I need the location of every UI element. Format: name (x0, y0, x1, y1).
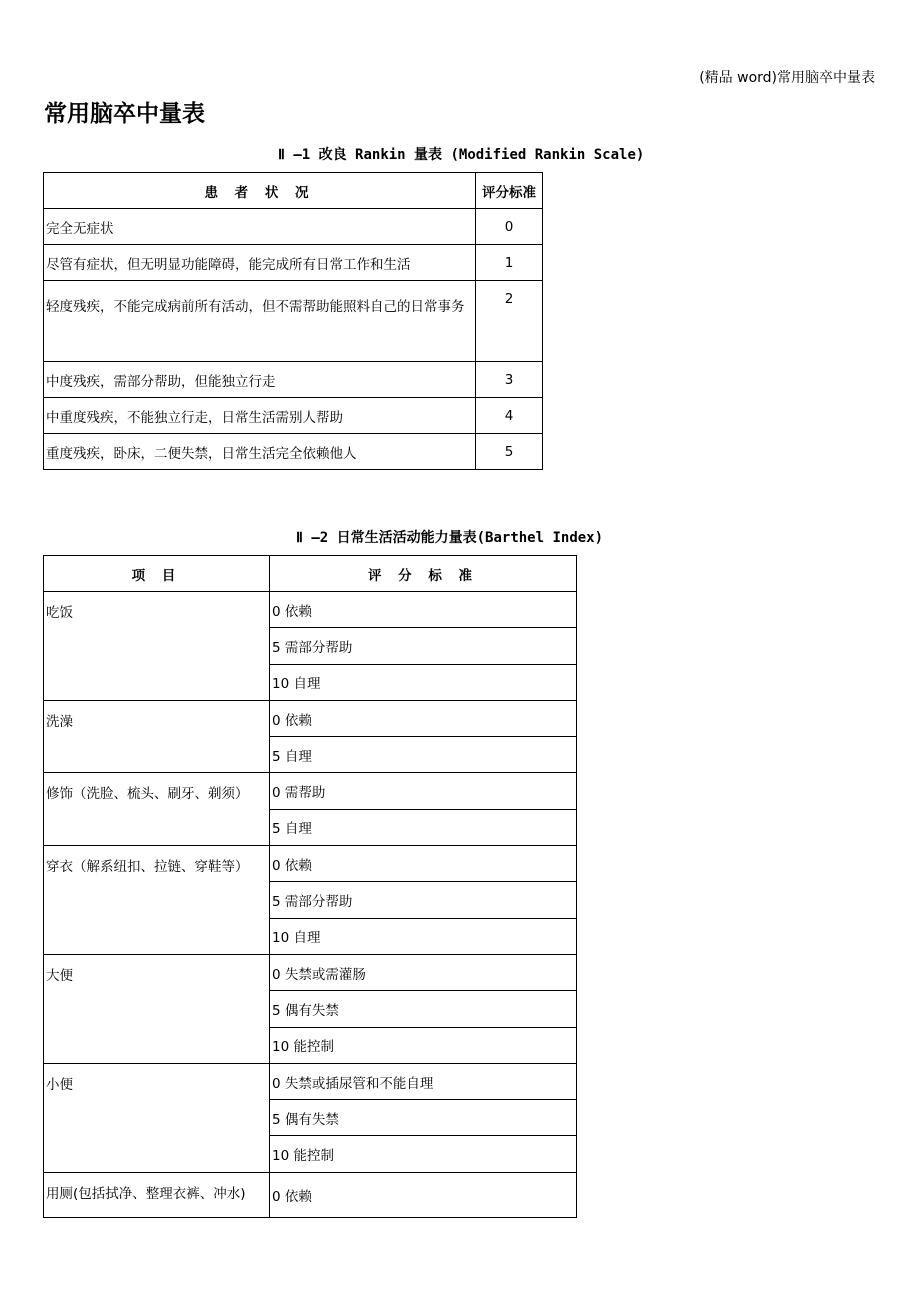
item-cell: 小便 (44, 1063, 270, 1172)
condition-cell: 重度残疾，卧床，二便失禁，日常生活完全依赖他人 (44, 434, 476, 470)
criteria-cell: 0 依赖 (270, 700, 577, 736)
condition-cell: 中重度残疾，不能独立行走，日常生活需别人帮助 (44, 398, 476, 434)
criteria-cell: 5 自理 (270, 809, 577, 845)
score-cell: 3 (476, 362, 543, 398)
table-row (44, 773, 577, 809)
item-cell: 大便 (44, 954, 270, 1063)
table-row (44, 434, 543, 470)
table-row (44, 281, 543, 362)
table-row (44, 954, 577, 990)
table-row (44, 1063, 577, 1099)
condition-cell: 完全无症状 (44, 209, 476, 245)
header-criteria: 评 分 标 准 (270, 556, 577, 592)
table-header-row (44, 173, 543, 209)
criteria-cell: 10 自理 (270, 664, 577, 700)
criteria-cell: 0 需帮助 (270, 773, 577, 809)
table-header-row (44, 556, 577, 592)
item-cell: 吃饭 (44, 592, 270, 701)
table-row (44, 1172, 577, 1217)
criteria-cell: 10 自理 (270, 918, 577, 954)
criteria-cell: 10 能控制 (270, 1136, 577, 1172)
criteria-cell: 0 失禁或插尿管和不能自理 (270, 1063, 577, 1099)
table-row (44, 245, 543, 281)
criteria-cell: 5 偶有失禁 (270, 991, 577, 1027)
barthel-table (43, 555, 577, 1218)
condition-cell: 中度残疾，需部分帮助，但能独立行走 (44, 362, 476, 398)
score-cell: 0 (476, 209, 543, 245)
criteria-cell: 5 偶有失禁 (270, 1100, 577, 1136)
item-cell: 修饰（洗脸、梳头、刷牙、剃须） (44, 773, 270, 846)
header-item: 项 目 (44, 556, 270, 592)
criteria-cell: 0 依赖 (270, 1172, 577, 1217)
score-cell: 5 (476, 434, 543, 470)
table-row (44, 846, 577, 882)
condition-cell: 尽管有症状，但无明显功能障碍，能完成所有日常工作和生活 (44, 245, 476, 281)
header-score: 评分标准 (476, 173, 543, 209)
score-cell: 1 (476, 245, 543, 281)
page-title: 常用脑卒中量表 (44, 101, 205, 127)
table2-caption: Ⅱ —2 日常生活活动能力量表(Barthel Index) (296, 530, 604, 546)
score-cell: 4 (476, 398, 543, 434)
running-header: (精品 word)常用脑卒中量表 (699, 70, 875, 86)
criteria-cell: 5 需部分帮助 (270, 628, 577, 664)
table-row (44, 592, 577, 628)
criteria-cell: 10 能控制 (270, 1027, 577, 1063)
criteria-cell: 0 依赖 (270, 846, 577, 882)
condition-cell: 轻度残疾，不能完成病前所有活动，但不需帮助能照料自己的日常事务 (44, 281, 476, 362)
criteria-cell: 5 自理 (270, 737, 577, 773)
rankin-table (43, 172, 543, 470)
item-cell: 洗澡 (44, 700, 270, 773)
table-row (44, 209, 543, 245)
criteria-cell: 0 失禁或需灌肠 (270, 954, 577, 990)
table1-caption: Ⅱ —1 改良 Rankin 量表 (Modified Rankin Scale) (278, 147, 645, 163)
criteria-cell: 0 依赖 (270, 592, 577, 628)
item-cell: 穿衣（解系纽扣、拉链、穿鞋等） (44, 846, 270, 955)
item-cell: 用厕(包括拭净、整理衣裤、冲水) (44, 1172, 270, 1217)
table-row (44, 700, 577, 736)
score-cell: 2 (476, 281, 543, 362)
criteria-cell: 5 需部分帮助 (270, 882, 577, 918)
table-row (44, 398, 543, 434)
table-row (44, 362, 543, 398)
header-condition: 患 者 状 况 (44, 173, 476, 209)
